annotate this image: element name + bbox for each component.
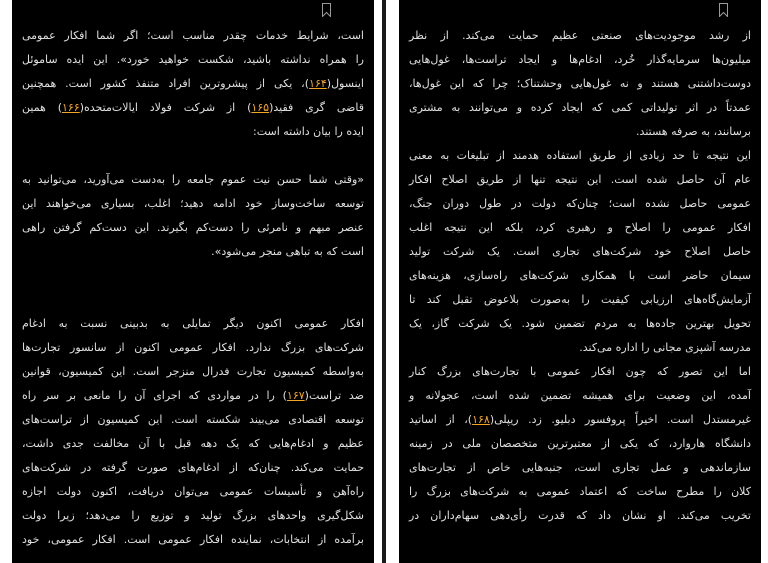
footnote-link[interactable]: ۱۶۵ [251,101,270,114]
text-line: را همراه نداشته باشید، شکست خواهید خورد». این ایده ساموئل [22,53,364,66]
text-line: برسانند، به صرفه هستند. [636,125,751,138]
text-line: است، شرایط خدمات چقدر مناسب است؛ اگر شما افکار عمومی [22,29,364,42]
text-line: شکل‌گیری واحدهای بزرگ تولید و توزیع را می‌دهد؛ زیرا دولت [22,509,364,522]
text-line: دانشگاه هاروارد، که یکی از معتبرترین متخصصان ملی در زمینه [409,437,751,450]
text-line: تخریب می‌کند. او نشان داد که قدرت رأی‌دهی سهام‌داران در [409,509,751,522]
text-line: آزمایش‌گاه‌های ارزیابی کیفیت را به‌صورت بلاعوض تقبل کند تا [409,293,751,306]
left-page[interactable] [12,0,374,563]
text-line: ایده را بیان داشته است: [253,125,364,138]
text-line: عنصر مبهم و نامرئی را دست‌کم بگیرند. این دست‌کم گرفتن راهی [22,221,364,234]
text-line: دوست‌داشتنی هستند و نه غول‌هایی وحشتناک؛ چرا که این غول‌ها، [409,77,751,90]
blank-line [22,0,364,24]
footnote-link[interactable]: ۱۶۴ [309,77,327,90]
text-line: کلان را مطرح ساخت که اعتماد عمومی به شرکت‌های بزرگ را [409,485,751,498]
text-line: این نتیجه تا حد زیادی از طریق استفاده هدمند از تبلیغات به معنی [409,149,751,162]
text-line: تحویل بهترین جاده‌ها به مردم تضمین شود. یک شرکت گاز، یک [409,317,751,330]
text-line: توسعه اقتصادی می‌بیند شکسته است. این کمیسیون از تراست‌های [22,413,364,426]
text-line: عام آن حاصل شده است. این نتیجه تنها از طریق اصلاح افکار [409,173,751,186]
text-line: سازماندهی و عمل تجاری است، جنبه‌هایی خاص از تجارت‌های [409,461,751,474]
blank-line [22,288,364,312]
text-line: حاصل اصلاح خود شرکت‌های تجاری است. یک شرکت تولید [409,245,751,258]
text-line: اینسول(۱۶۴)، یکی از پیشروترین افراد متنفذ کشور است. همچنین [22,77,364,90]
right-page[interactable] [399,0,761,563]
footnote-link[interactable]: ۱۶۸ [472,413,490,426]
blank-line [22,264,364,288]
page-gutter [382,0,386,563]
left-page-text [22,0,364,552]
text-line: حمایت می‌کند. چنان‌که از ادغام‌های صورت گرفته در شرکت‌های [22,461,364,474]
right-page-text [409,0,751,528]
text-line: به‌واسطه کمیسیون تجارت فدرال منزجر است. این کمیسیون، قوانین [22,365,364,378]
text-line: افکار عمومی را اصلاح و رهبری کرد، بلکه این نتیجه اغلب [409,221,751,234]
text-line: است که به تباهی منجر می‌شود». [211,245,364,258]
text-line: افکار عمومی اکنون دیگر تمایلی به بدبینی نسبت به ادغام [22,317,364,330]
text-line: عظیم و ادغام‌هایی که یک دهه قبل با آن مخالفت جدی داشت، [22,437,364,450]
text-line: ضد تراست(۱۶۷) را در مواردی که اجرای آن را مانعی بر سر راه [22,389,364,402]
text-line: «وقتی شما حسن نیت عموم جامعه را به‌دست می‌آورید، می‌توانید به [22,173,364,186]
text-line: غیرمستدل است. اخیراً پروفسور دبلیو. زد. ریپلی(۱۶۸)، از اساتید [409,413,751,426]
text-line: توسعه ساخت‌وساز خود ادامه دهید؛ اغلب، بسیاری می‌خواهند این [22,197,364,210]
text-line: مدرسه آشپزی مجانی را اداره می‌کند. [579,341,751,354]
footnote-link[interactable]: ۱۶۶ [61,101,80,114]
text-line: اما این تصور که چون افکار عمومی با تجارت‌های بزرگ کنار [409,365,751,378]
footnote-link[interactable]: ۱۶۷ [286,389,305,402]
text-line: از رشد موجودیت‌های صنعتی عظیم حمایت می‌کند. از نظر [409,29,751,42]
text-line: راه‌آهن و تأسیسات عمومی می‌توان دریافت، اکنون دولت اجازه [22,485,364,498]
text-line: سیمان حاضر است با همکاری شرکت‌های راه‌سازی، هزینه‌های [409,269,751,282]
text-line: میلیون‌ها سرمایه‌گذار خُرد، ادغام‌ها و ایجاد تراست‌ها، غول‌هایی [409,53,751,66]
blank-line [409,0,751,24]
text-line: عمدتاً در اثر تولیداتی کمی که ایجاد کرده و می‌توانند به مشتری [409,101,751,114]
text-line: عمومی حاصل نشده است؛ چنان‌که دولت در طول دوران جنگ، [409,197,751,210]
text-line: قاضی گری فقید(۱۶۵) از شرکت فولاد ایالات‌متحده(۱۶۶) همین [22,101,364,114]
blank-line [22,144,364,168]
text-line: آمده، این وضعیت برای همیشه تضمین شده است، عجولانه و [409,389,751,402]
text-line: شرکت‌های بزرگ ندارد. افکار عمومی اکنون از سانسور تجارت‌ها [22,341,364,354]
text-line: برآمده از انتخابات، نماینده افکار عمومی است. افکار عمومی، خود [22,533,364,546]
